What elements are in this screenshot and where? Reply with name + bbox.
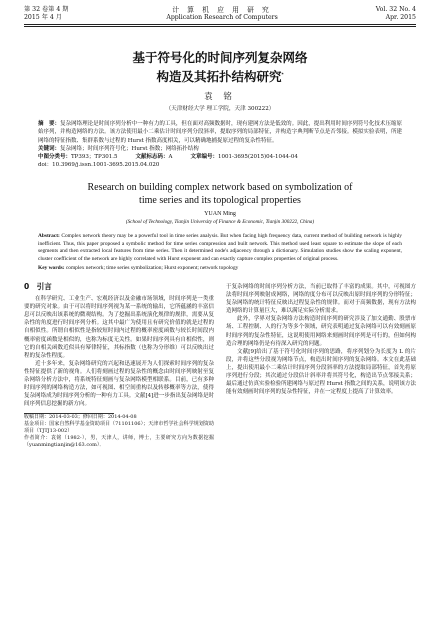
keywords-en-text: complex network; time series symbolization; Hurst exponent; network topology	[65, 265, 239, 272]
header-left	[24, 6, 68, 22]
article-number: 文章编号：1001-3695(2015)04-1044-04	[190, 153, 298, 160]
fund-mark: *	[281, 72, 284, 77]
abstract-cn-label: 摘 要：	[38, 121, 61, 128]
running-header	[24, 6, 416, 22]
body-columns	[24, 283, 416, 449]
footnote-fund: 基金项目：国家自然科学基金资助项目（71101106）；天津市哲学社会科学规划资助项目（TJTJ13-002）	[24, 421, 214, 435]
header-center	[166, 6, 277, 22]
paper-title-en	[24, 181, 416, 207]
title-cn-line1: 基于符号化的时间序列复杂网络	[132, 50, 308, 65]
volume-issue-en: Vol. 32 No. 4	[375, 6, 416, 13]
doc-code: 文献标志码：A	[135, 153, 173, 160]
header-right	[376, 6, 416, 22]
abstract-cn	[38, 120, 402, 145]
keywords-cn	[38, 145, 402, 153]
keywords-en-label: Key words:	[38, 265, 65, 272]
abstract-cn-text: 复杂网络理论是时间序列分析中一种有力的工具，但在面对高频数据时，现有建网方法是低效的。因此，提出利用时间序列符号化技术压缩原始序列，并构造网络的方法。该方法使用最小二乘估计时间序列分段斜率，提取序列的局部特征，并构造字典判断节点是否邻接。模拟实验表明，所建网络的特征指数、集群系数与过程的 Hurst 指数高度相关，可以精确地捕捉原过程的复杂性特征。	[38, 121, 402, 144]
date-cn: 2015 年 4 月	[24, 14, 62, 21]
journal-name-cn: 计 算 机 应 用 研 究	[172, 6, 272, 14]
author-cn: 袁 铭	[204, 92, 236, 103]
paragraph: 文献[9]给出了基于符号化时间序列的思路，将序列划分为长度为 L 的片段，并将这些分段视为网络节点，构造出时间序列的复杂网络。本文在此基础上，提出使用最小二乘估计时间序列分段斜率的方法提取局部特征，首先将原序列进行分段；其次通过分段估计斜率并将其符号化，构造出节点邻接关系；最后通过仿真实验检验所建网络与原过程 Hurst 指数之间的关系，说明该方法能有效刻画时间序列的复杂性特征，并在一定程度上提高了计算效率。	[226, 348, 416, 396]
keywords-en	[38, 265, 402, 273]
abstract-en	[38, 233, 402, 263]
column-right	[226, 283, 416, 449]
paragraph: 在科学研究、工业生产、宏观经济以及金融市场领域，时间序列是一类重要的研究对象。由于可以将时间序列视为某一系统的输出，它所蕴涵的丰富信息可以反映出该系统的微观结构。为了挖掘出系统演化规律的规律，需要从复杂性的角度进行时间序列分析。这其中最广为使用且有研究价值的就是过程的自相似性。所谓自相似性是指较短时间内过程的概率密度函数与较长时间段内概率密度函数是相似的，也称为标度无关性。如果时间序列具有自相似性，则它的自相关函数近似具有幂律特征，其标指数（也称为分形维）可以反映出过程的复杂性程度。	[24, 296, 214, 359]
title-cn-line2: 构造及其拓扑结构研究*	[156, 69, 284, 85]
paragraph: 于复杂网络的时间序列分析方法，当前已取得了丰富的成果。其中，可视图方法将时间序列映射成网络，网络的度分布可以反映出原时间序列的分形特征；复杂网络的统计特征反映出过程复杂性的规律。而对于高频数据，现有方法构造网络的计算量巨大，难以满足实际分析需求。	[226, 283, 416, 315]
title-en-line2: time series and its topological properties	[139, 194, 301, 206]
column-left	[24, 283, 214, 449]
header-rule	[24, 24, 416, 27]
section-heading: 0 引言	[24, 281, 52, 291]
volume-issue-cn: 第 32 卷第 4 期	[24, 6, 69, 13]
keywords-cn-label: 关键词：	[38, 145, 61, 152]
footnote-bio: 作者简介：袁铭（1982-），男，天津人，讲师，博士，主要研究方向为数据挖掘（yuanmingtianjin@163.com）．	[24, 435, 214, 449]
abstract-en-text: Complex network theory may be a powerful tool in time series analysis. But when facing high frequency data, current method of building network is highly inefficient. Thus, this paper proposed a symbolic method for time series compression and built network. This method used least square to estimate the slope of each segments and then extracted local features from time series. Then it determined node's adjacency through a dictionary. Simulation studies show the scaling exponent, cluster coefficient of the network are highly correlated with Hurst exponent and can exactly capture complex properties of original process.	[38, 232, 402, 262]
affiliation-cn: （天津财经大学 理工学院，天津 300222）	[165, 106, 275, 113]
clc: 中图分类号：TP393；TP301.5	[38, 153, 118, 160]
paper-title-cn	[24, 49, 416, 85]
paragraph: 近十多年来，复杂网络研究的兴起和迅速展开为人们探索时间序列的复杂性特征提供了新的视角。人们将刻画过程的复杂性的概念由时间序列映射至复杂网络分析方法中，将系统特征刻画与复杂网络模型相联系。目前，已有多种时间序列的网络构造方法，如可视图、相空间重构以及转移概率等方法，使得复杂网络成为时间序列分析的一种有力工具。文献[4]进一步指出复杂网络是时间序列信息挖掘的新方向。	[24, 360, 214, 408]
date-en: Apr. 2015	[385, 14, 416, 21]
abstract-en-label: Abstract:	[38, 232, 60, 239]
title-en-line1: Research on building complex network based on symbolization of	[87, 181, 353, 193]
paragraph: 此外，学界对复杂网络方法构造时间序列的研究涉及了加文通勤、股票市场、工程控制、人的行为等多个领域，研究表明通过复杂网络可以有效刻画原时间序列的复杂性特征，这说明使用网络来刻画时间序列是可行的，但如何构造合理的网络仍是有待深入研究的问题。	[226, 316, 416, 347]
keywords-cn-text: 复杂网络；时间序列符号化；Hurst 指数；网络拓扑结构	[60, 145, 199, 152]
footnote-received: 收稿日期：2014-03-03；修回日期：2014-04-08	[24, 414, 137, 421]
affiliation-en: (School of Technology, Tianjin University of Finance & Economic, Tianjin 300222, China)	[125, 218, 315, 225]
author-en: YUAN Ming	[204, 210, 236, 217]
journal-name-en: Application Research of Computers	[166, 14, 278, 21]
classification-row	[38, 153, 402, 161]
doi: doi：10.3969/j.issn.1001-3695.2015.04.020	[38, 161, 160, 168]
